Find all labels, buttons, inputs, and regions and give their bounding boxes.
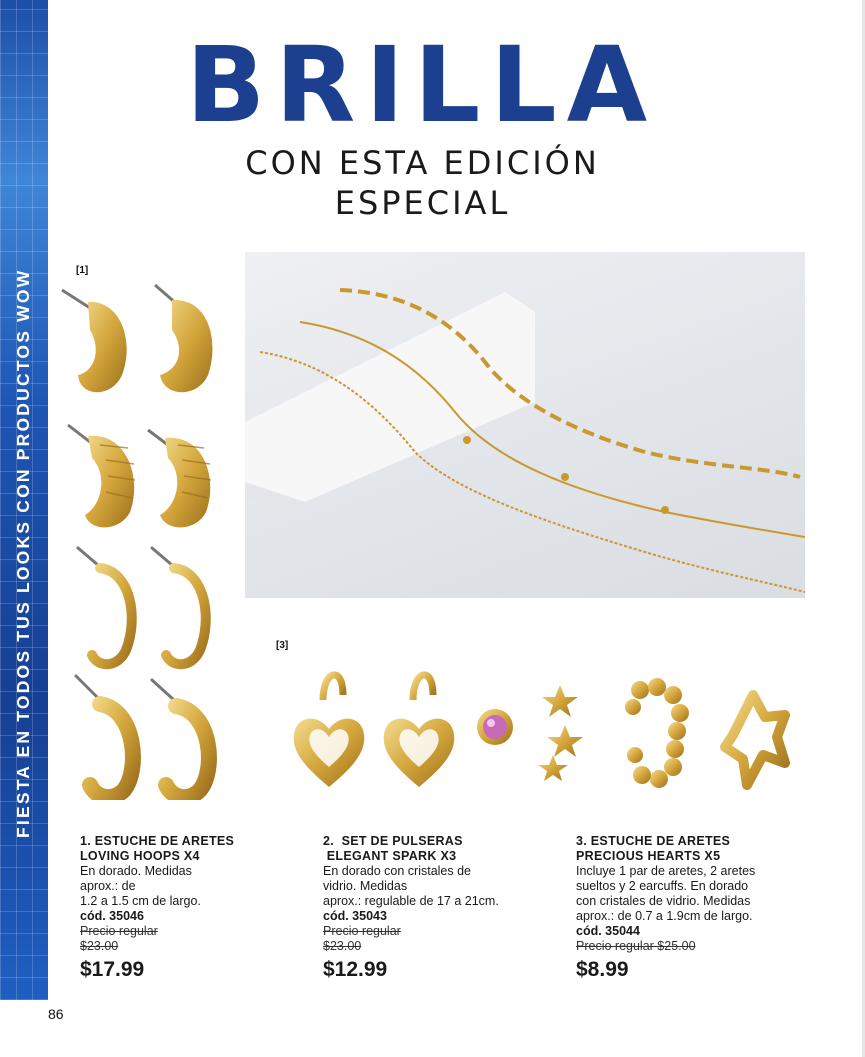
earring-pair-smooth	[76, 676, 209, 797]
product-3-regular-label: Precio regular $25.00	[576, 939, 696, 953]
product-3-name-line1: 3. ESTUCHE DE ARETES	[576, 834, 731, 848]
heart-earring-left	[294, 675, 365, 787]
product-3-desc-3: con cristales de vidrio. Medidas	[576, 894, 751, 908]
side-banner-text: FIESTA EN TODOS TUS LOOKS CON PRODUCTOS WOW	[13, 268, 33, 838]
product-2-regular-label: Precio regular	[323, 924, 401, 938]
product-3-desc-1: Incluye 1 par de aretes, 2 aretes	[576, 864, 756, 878]
product-1-name-line2: LOVING HOOPS X4	[80, 849, 200, 863]
page-number: 86	[48, 1006, 64, 1022]
product-2-name-line2: ELEGANT SPARK X3	[323, 849, 457, 863]
star-earring	[538, 685, 583, 781]
bracelets-illustration	[245, 252, 805, 598]
earring-pair-ribbed	[68, 425, 211, 527]
product-2-price: $12.99	[323, 958, 388, 981]
product-2-desc-1: En dorado con cristales de	[323, 864, 472, 878]
product-2-regular-price: $23.00	[323, 939, 362, 953]
product-3-name-line2: PRECIOUS HEARTS X5	[576, 849, 721, 863]
product-1-desc-1: En dorado. Medidas	[80, 864, 192, 878]
crystal-stud	[477, 709, 513, 745]
product-1-regular-price: $23.00	[80, 939, 119, 953]
product-3-code: cód. 35044	[576, 924, 640, 938]
side-banner	[0, 0, 48, 1000]
product-2	[323, 834, 553, 982]
product-1-code: cód. 35046	[80, 909, 144, 923]
product-1	[80, 834, 310, 982]
product-3-desc-4: aprox.: de 0.7 a 1.9cm de largo.	[576, 909, 753, 923]
product-3	[576, 834, 816, 982]
page-title: BRILLA	[186, 24, 658, 146]
product-1-desc-3: 1.2 a 1.5 cm de largo.	[80, 894, 201, 908]
heart-earring-right	[384, 675, 455, 787]
product-2-code: cód. 35043	[323, 909, 387, 923]
item-tag-3: [3]	[276, 640, 289, 651]
product-2-desc-2: vidrio. Medidas	[323, 879, 408, 893]
earring-pair-dome	[62, 285, 213, 392]
product-1-desc-2: aprox.: de	[80, 879, 136, 893]
precious-hearts-image	[285, 655, 800, 805]
product-1-name-line1: 1. ESTUCHE DE ARETES	[80, 834, 235, 848]
star-ear-cuff	[725, 695, 785, 785]
product-3-price: $8.99	[576, 958, 629, 981]
page-subtitle: CON ESTA EDICIÓN ESPECIAL	[245, 144, 600, 222]
bracelets-photo	[245, 252, 805, 598]
earring-pair-twisted	[78, 548, 206, 664]
product-1-regular-label: Precio regular	[80, 924, 158, 938]
hoops-earrings-image	[60, 280, 230, 800]
item-tag-1: [1]	[76, 265, 89, 276]
product-2-desc-3: aprox.: regulable de 17 a 21cm.	[323, 894, 499, 908]
ball-ear-cuff	[625, 678, 689, 788]
product-2-name-line1: 2. SET DE PULSERAS	[323, 834, 463, 848]
product-1-price: $17.99	[80, 958, 145, 981]
product-3-desc-2: sueltos y 2 earcuffs. En dorado	[576, 879, 749, 893]
